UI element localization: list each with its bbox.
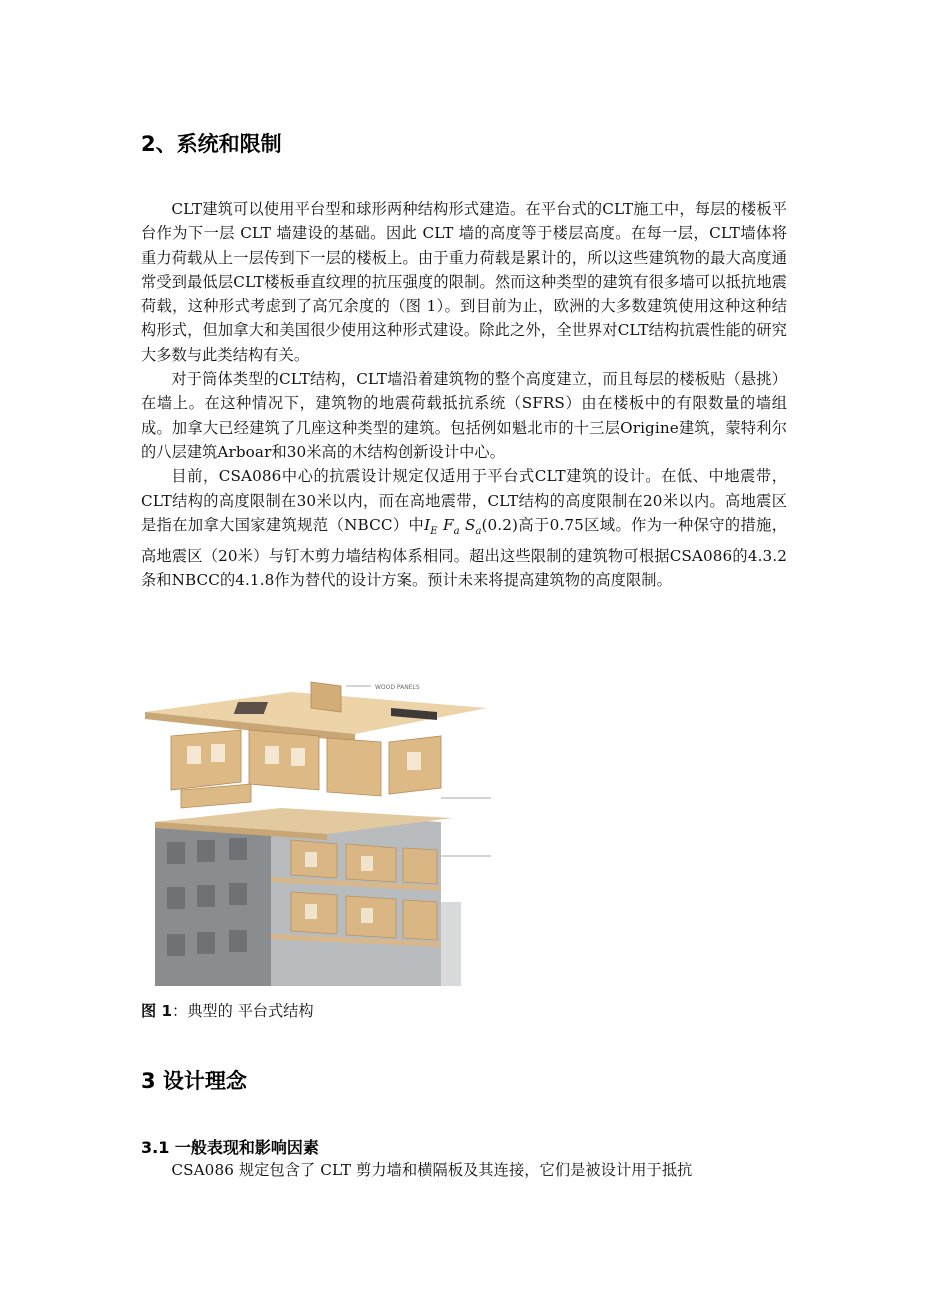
figure-1-caption <box>141 1000 314 1021</box>
paragraph-2: 对于筒体类型的CLT结构，CLT墙沿着建筑物的整个高度建立，而且每层的楼板贴（悬挑）在墙上。在这种情况下，建筑物的地震荷载抵抗系统（SFRS）由在楼板中的有限数量的墙组成。加拿大已经建筑了几座这种类型的建筑。包括例如魁北市的十三层Origine建筑，蒙特利尔的八层建筑Arboar和30米高的木结构创新设计中心。 <box>141 370 787 461</box>
paragraph-3-text-b: 高于0.75区域。作为一种保守的措施，高地震区（20米）与钉木剪力墙结构体系相同。超出这些限制的建筑物可根据CSA086的4.3.2条和NBCC的4.1.8作为替代的设计方案。预计未来将提高建筑物的高度限制。 <box>141 515 788 590</box>
paragraph-3-text-a: 目前，CSA086中心的抗震设计规定仅适用于平台式CLT建筑的设计。在低、中地震带，CLT结构的高度限制在30米以内，而在高地震带，CLT结构的高度限制在20米以内。高地震区是指在加拿大国家建筑规范（NBCC）中 <box>141 467 787 534</box>
paragraph-3 <box>141 464 787 593</box>
figure-1-caption-text: ：典型的 平台式结构 <box>172 1002 314 1020</box>
formula-argument: (0.2) <box>481 515 519 534</box>
section-3-heading: 3 设计理念 <box>141 1069 247 1093</box>
paragraph-1: CLT建筑可以使用平台型和球形两种结构形式建造。在平台式的CLT施工中，每层的楼板平台作为下一层 CLT 墙建设的基础。因此 CLT 墙的高度等于楼层高度。在每一层，CLT墙体将重力荷载从上一层传到下一层的楼板上。由于重力荷载是累计的，所以这些建筑物的最大高度通常受到最低层CLT楼板垂直纹理的抗压强度的限制。然而这种类型的建筑有很多墙可以抵抗地震荷载，这种形式考虑到了高冗余度的（图 1）。到目前为止，欧洲的大多数建筑使用这种这种结构形式，但加拿大和美国很少使用这种形式建设。除此之外，全世界对CLT结构抗震性能的研究大多数与此类结构有关。 <box>141 200 787 364</box>
figure-clt-platform-building <box>141 672 493 986</box>
section-2-heading: 2、系统和限制 <box>141 132 282 156</box>
clt-building-illustration <box>141 672 493 986</box>
section-2-body <box>141 197 787 593</box>
section-3-1-body <box>141 1158 787 1182</box>
seismic-formula: $I_E$ $F_a$ $S_a$ <box>424 515 482 537</box>
figure-1-caption-label: 图 1 <box>141 1002 173 1020</box>
paragraph-3-1: CSA086 规定包含了 CLT 剪力墙和横隔板及其连接，它们是被设计用于抵抗 <box>171 1161 693 1179</box>
wood-panels-label: WOOD PANELS <box>375 684 420 691</box>
section-3-1-heading: 3.1 一般表现和影响因素 <box>141 1138 319 1157</box>
